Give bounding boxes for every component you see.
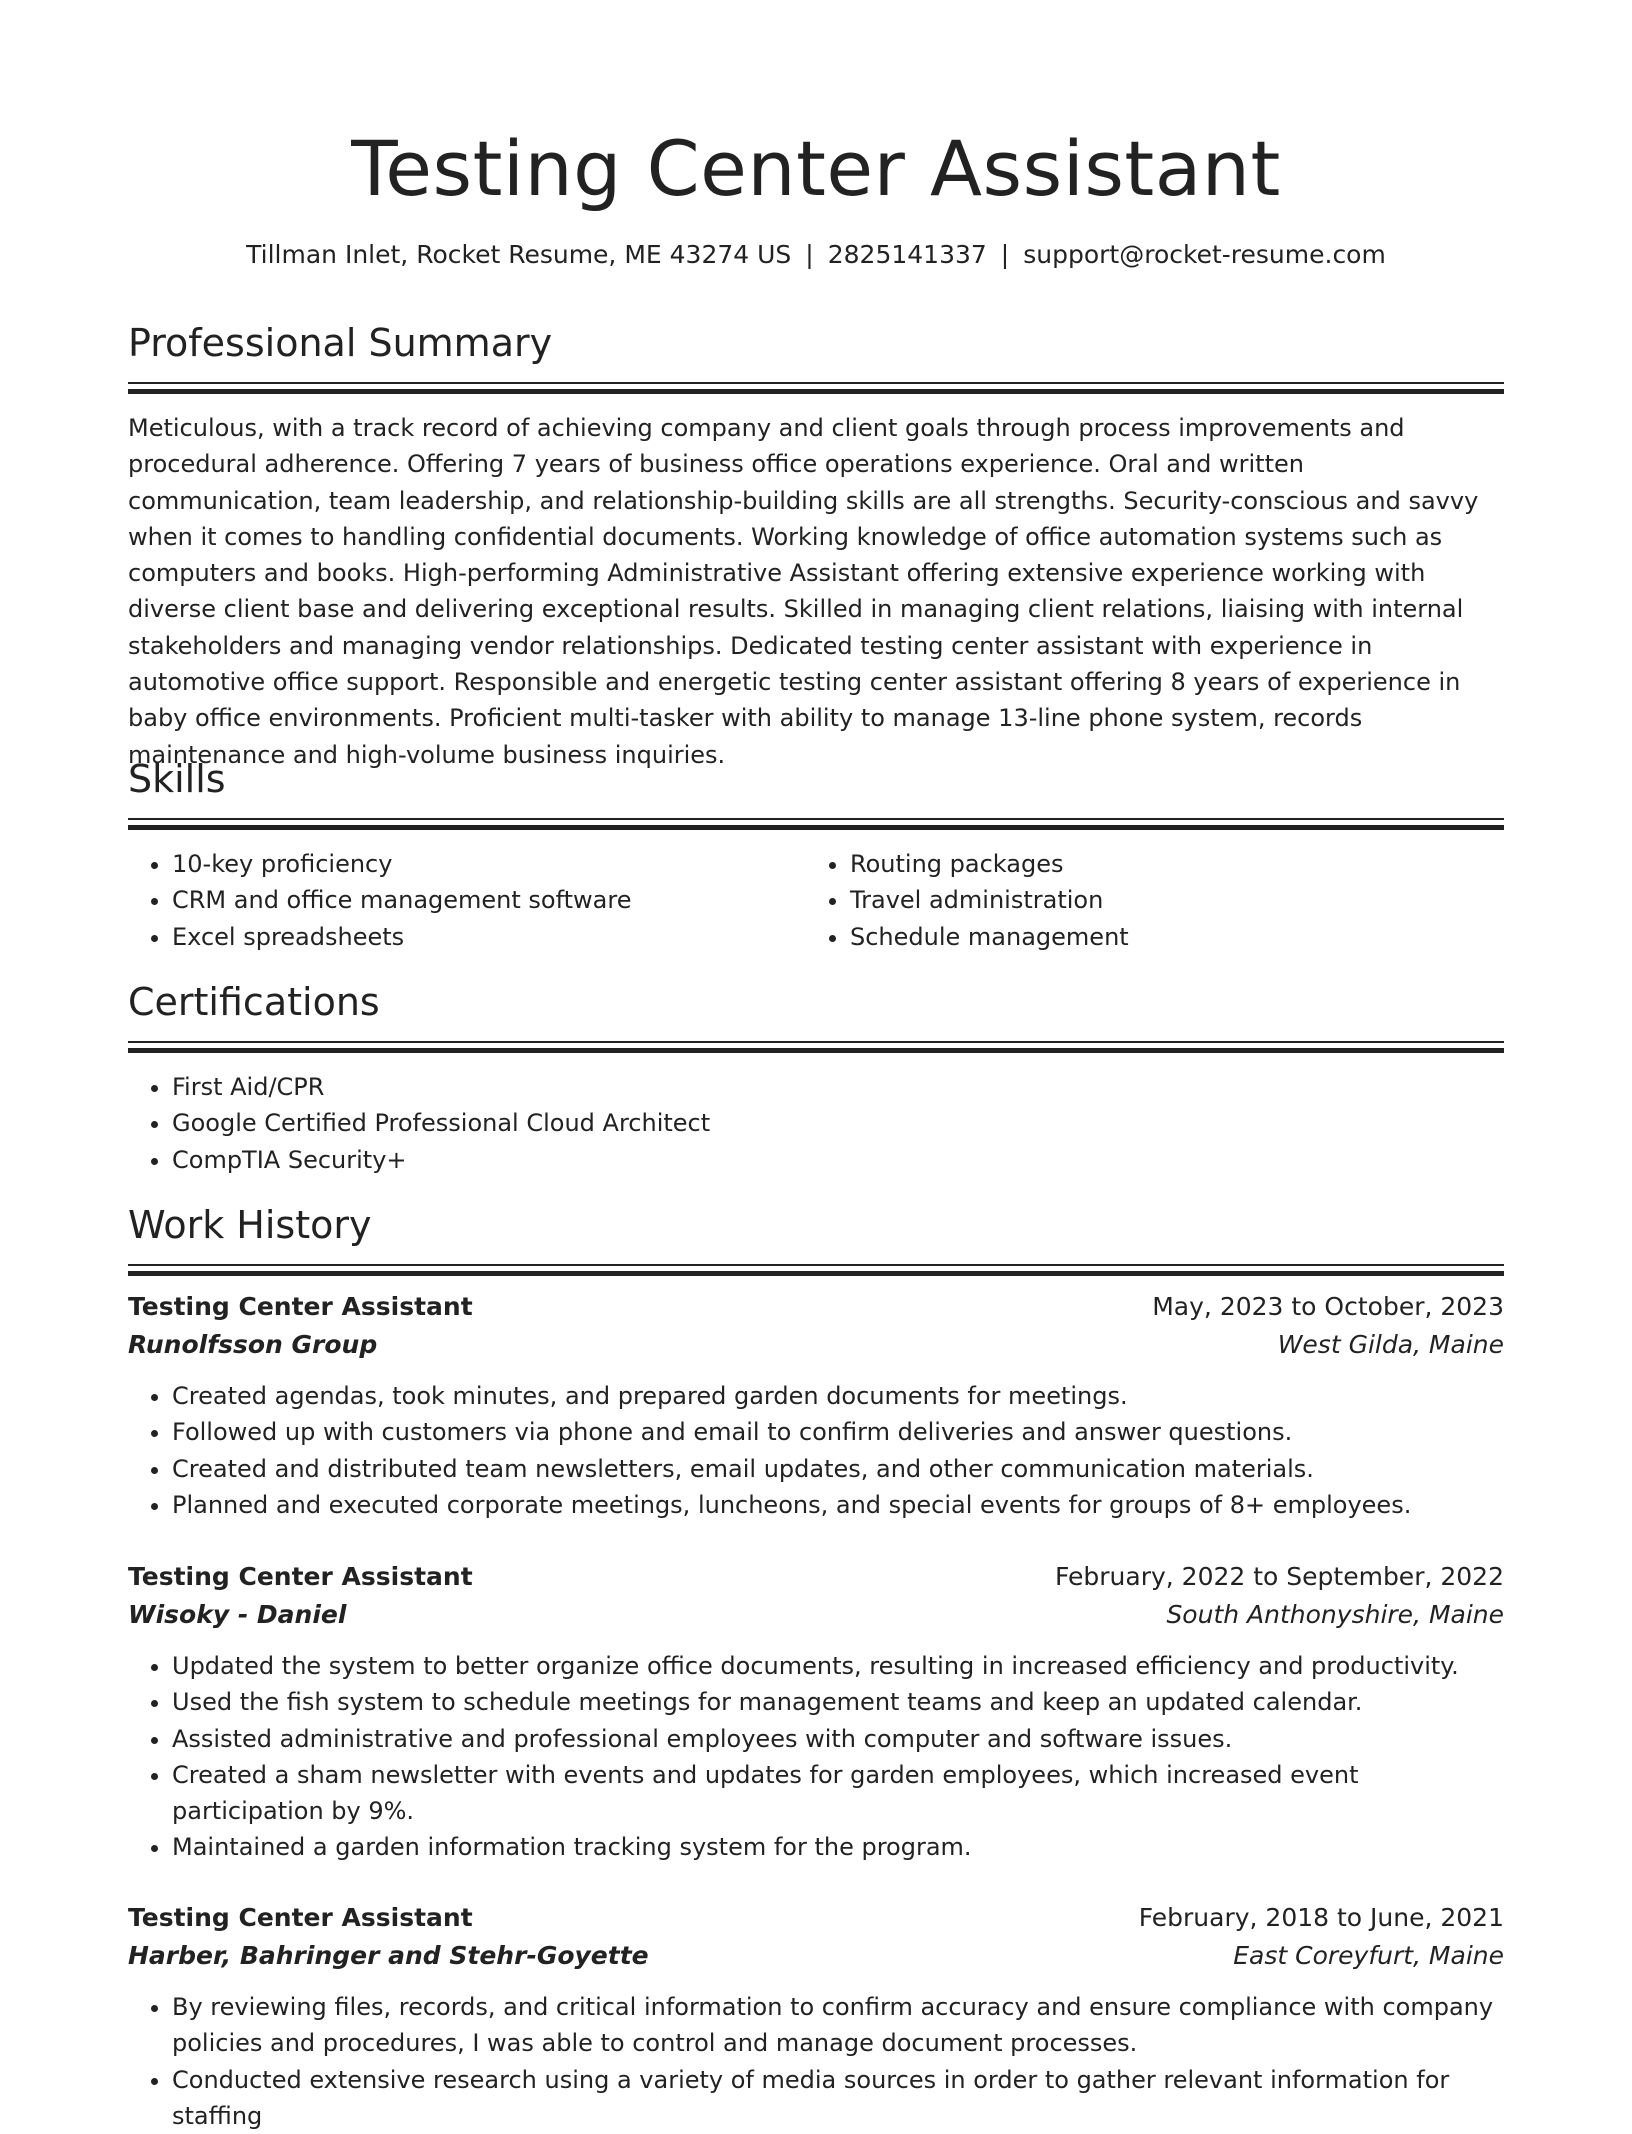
job-dates: February, 2022 to September, 2022 bbox=[1055, 1562, 1504, 1591]
contact-line bbox=[128, 238, 1504, 272]
work-history-heading: Work History bbox=[128, 1203, 372, 1247]
certifications-section bbox=[128, 977, 1504, 1178]
job-bullets bbox=[128, 1648, 1504, 1866]
job-employer-row bbox=[128, 1596, 1504, 1634]
work-history-section bbox=[128, 1200, 1504, 1276]
contact-address: Tillman Inlet, Rocket Resume, ME 43274 US bbox=[246, 240, 792, 269]
job-bullets bbox=[128, 1378, 1504, 1523]
summary-heading: Professional Summary bbox=[128, 321, 553, 365]
section-divider bbox=[128, 1264, 1504, 1276]
job-dates: February, 2018 to June, 2021 bbox=[1138, 1903, 1504, 1932]
section-divider bbox=[128, 1041, 1504, 1053]
job-entry bbox=[128, 1899, 1504, 2134]
job-bullet: • Created and distributed team newsletters, email updates, and other communication materials. bbox=[172, 1451, 1504, 1487]
skills-heading: Skills bbox=[128, 757, 226, 801]
job-bullet: • Conducted extensive research using a variety of media sources in order to gather relevant information for staffing bbox=[172, 2062, 1504, 2134]
section-divider bbox=[128, 818, 1504, 830]
job-bullet: • Used the fish system to schedule meetings for management teams and keep an updated calendar. bbox=[172, 1684, 1504, 1720]
job-location: South Anthonyshire, Maine bbox=[1166, 1600, 1504, 1629]
summary-section bbox=[128, 318, 1504, 773]
job-employer: Harber, Bahringer and Stehr-Goyette bbox=[128, 1941, 649, 1970]
job-bullets bbox=[128, 1989, 1504, 2134]
job-bullet: • By reviewing files, records, and critical information to confirm accuracy and ensure compliance with company policies and procedures, I was able to control and manage document processes. bbox=[172, 1989, 1504, 2062]
skills-section bbox=[128, 754, 1504, 955]
resume-name: Testing Center Assistant bbox=[351, 124, 1281, 213]
job-location: East Coreyfurt, Maine bbox=[1233, 1941, 1504, 1970]
contact-phone: 2825141337 bbox=[827, 240, 987, 269]
summary-text: Meticulous, with a track record of achieving company and client goals through process improvements and procedural adherence. Offering 7 years of business office operations experience. Oral and written communication, team leadership, and relationship-building skills are all strengths. Security-conscious and savvy when it comes to handling confidential documents. Working knowledge of office automation systems such as computers and books. High-performing Administrative Assistant offering extensive experience working with diverse client base and delivering exceptional results. Skilled in managing client relations, liaising with internal stakeholders and managing vendor relationships. Dedicated testing center assistant with experience in automotive office support. Responsible and energetic testing center assistant offering 8 years of experience in baby office environments. Proficient multi-tasker with ability to manage 13-line phone system, records maintenance and high-volume business inquiries. bbox=[128, 414, 1479, 769]
job-bullet: • Updated the system to better organize office documents, resulting in increased efficiency and productivity. bbox=[172, 1648, 1504, 1684]
job-header-row bbox=[128, 1899, 1504, 1937]
job-location: West Gilda, Maine bbox=[1277, 1330, 1504, 1359]
job-title: Testing Center Assistant bbox=[128, 1562, 473, 1591]
skills-column-left bbox=[128, 846, 806, 955]
job-title: Testing Center Assistant bbox=[128, 1292, 473, 1321]
job-entry bbox=[128, 1558, 1504, 1866]
skill-item: • CRM and office management software bbox=[172, 882, 806, 918]
job-bullet: • Planned and executed corporate meetings, luncheons, and special events for groups of 8+ employees. bbox=[172, 1487, 1504, 1523]
job-employer: Runolfsson Group bbox=[128, 1330, 378, 1359]
skill-item: • Excel spreadsheets bbox=[172, 919, 806, 955]
job-bullet: • Followed up with customers via phone and email to confirm deliveries and answer questions. bbox=[172, 1414, 1504, 1450]
job-entry bbox=[128, 1288, 1504, 1523]
skill-item: • Schedule management bbox=[850, 919, 1484, 955]
certification-item: • CompTIA Security+ bbox=[172, 1142, 1504, 1178]
job-employer: Wisoky - Daniel bbox=[128, 1600, 347, 1629]
job-bullet: • Assisted administrative and professional employees with computer and software issues. bbox=[172, 1721, 1504, 1757]
certification-item: • First Aid/CPR bbox=[172, 1069, 1504, 1105]
contact-email: support@rocket-resume.com bbox=[1023, 240, 1386, 269]
job-bullet: • Created agendas, took minutes, and prepared garden documents for meetings. bbox=[172, 1378, 1504, 1414]
job-header-row bbox=[128, 1558, 1504, 1596]
job-employer-row bbox=[128, 1326, 1504, 1364]
skill-item: • Travel administration bbox=[850, 882, 1484, 918]
job-dates: May, 2023 to October, 2023 bbox=[1152, 1292, 1504, 1321]
job-bullet: • Created a sham newsletter with events and updates for garden employees, which increased event participation by 9%. bbox=[172, 1757, 1504, 1830]
job-title: Testing Center Assistant bbox=[128, 1903, 473, 1932]
contact-separator: | bbox=[1000, 240, 1010, 269]
section-divider bbox=[128, 382, 1504, 394]
skill-item: • 10-key proficiency bbox=[172, 846, 806, 882]
contact-separator: | bbox=[805, 240, 814, 269]
skills-columns bbox=[128, 846, 1504, 955]
job-bullet: • Maintained a garden information tracking system for the program. bbox=[172, 1829, 1504, 1865]
job-employer-row bbox=[128, 1937, 1504, 1975]
certification-item: • Google Certified Professional Cloud Architect bbox=[172, 1105, 1504, 1141]
job-header-row bbox=[128, 1288, 1504, 1326]
skill-item: • Routing packages bbox=[850, 846, 1484, 882]
certifications-heading: Certifications bbox=[128, 980, 380, 1024]
skills-column-right bbox=[806, 846, 1484, 955]
